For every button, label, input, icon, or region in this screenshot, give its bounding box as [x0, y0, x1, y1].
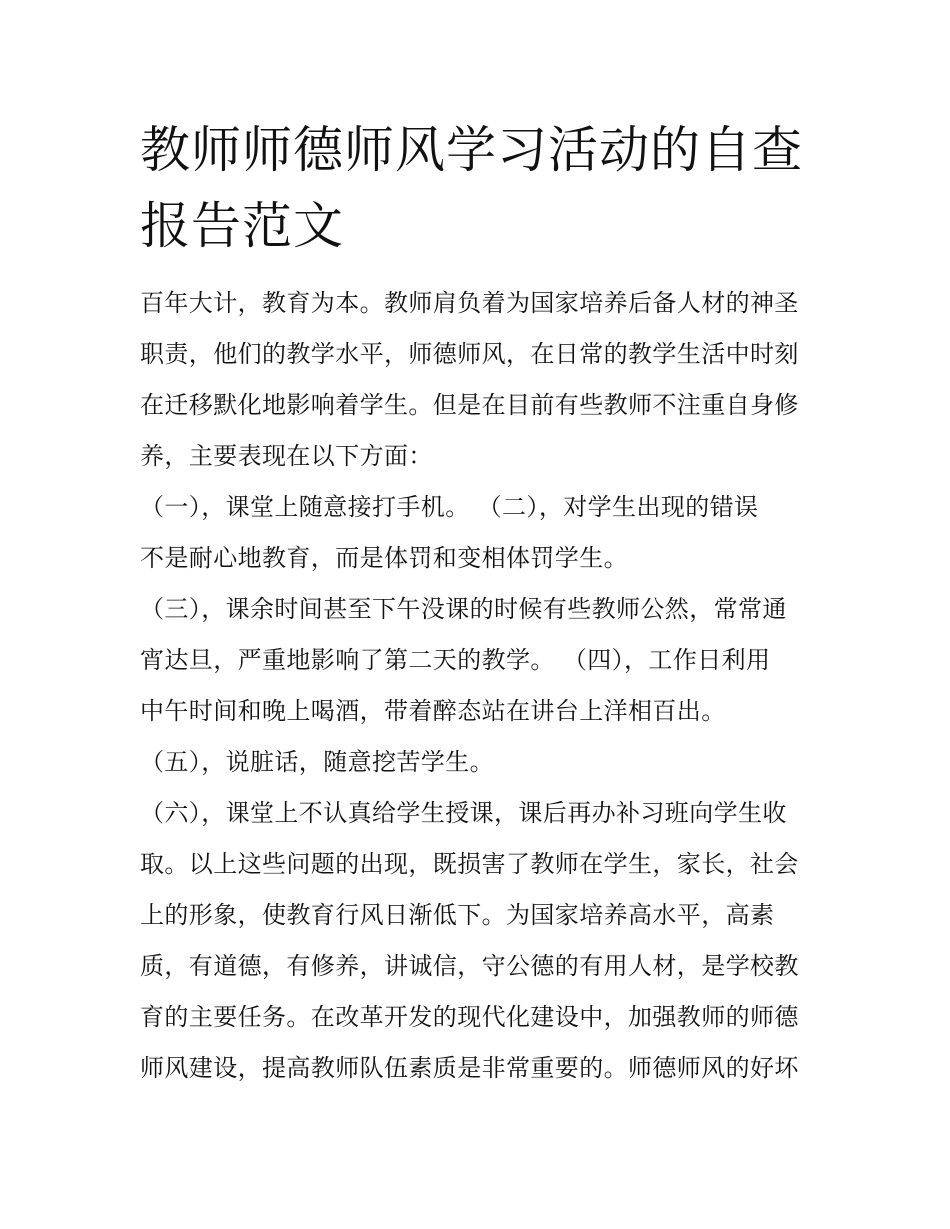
body-line: 宵达旦，严重地影响了第二天的教学。 （四），工作日利用 [140, 646, 771, 674]
body-line: 在迁移默化地影响着学生。但是在目前有些教师不注重自身修 [140, 391, 799, 419]
body-line: 中午时间和晚上喝酒，带着醉态站在讲台上洋相百出。 [140, 697, 726, 725]
title-line: 报告范文 [140, 197, 344, 255]
body-line: 百年大计，教育为本。教师肩负着为国家培养后备人材的神圣 [140, 289, 799, 317]
body-line: 师风建设，提高教师队伍素质是非常重要的。师德师风的好坏 [140, 1054, 799, 1082]
body-line: 养，主要表现在以下方面： [140, 442, 433, 470]
body-line: （五），说脏话，随意挖苦学生。 [140, 748, 494, 776]
body-line: 职责，他们的教学水平，师德师风，在日常的教学生活中时刻 [140, 340, 799, 368]
body-line: （三），课余时间甚至下午没课的时候有些教师公然，常常通 [140, 595, 787, 623]
body-line: 取。以上这些问题的出现，既损害了教师在学生，家长，社会 [140, 850, 799, 878]
document-title [140, 112, 820, 264]
body-line: 质，有道德，有修养，讲诚信，守公德的有用人材，是学校教 [140, 952, 799, 980]
body-line: 不是耐心地教育，而是体罚和变相体罚学生。 [140, 544, 628, 572]
title-line: 教师师德师风学习活动的自查 [140, 121, 803, 179]
body-line: 上的形象，使教育行风日渐低下。为国家培养高水平，高素 [140, 901, 775, 929]
body-line: （一），课堂上随意接打手机。 （二），对学生出现的错误 [140, 493, 759, 521]
document-body [140, 278, 820, 1094]
body-line: （六），课堂上不认真给学生授课，课后再办补习班向学生收 [140, 799, 787, 827]
body-line: 育的主要任务。在改革开发的现代化建设中，加强教师的师德 [140, 1003, 799, 1031]
